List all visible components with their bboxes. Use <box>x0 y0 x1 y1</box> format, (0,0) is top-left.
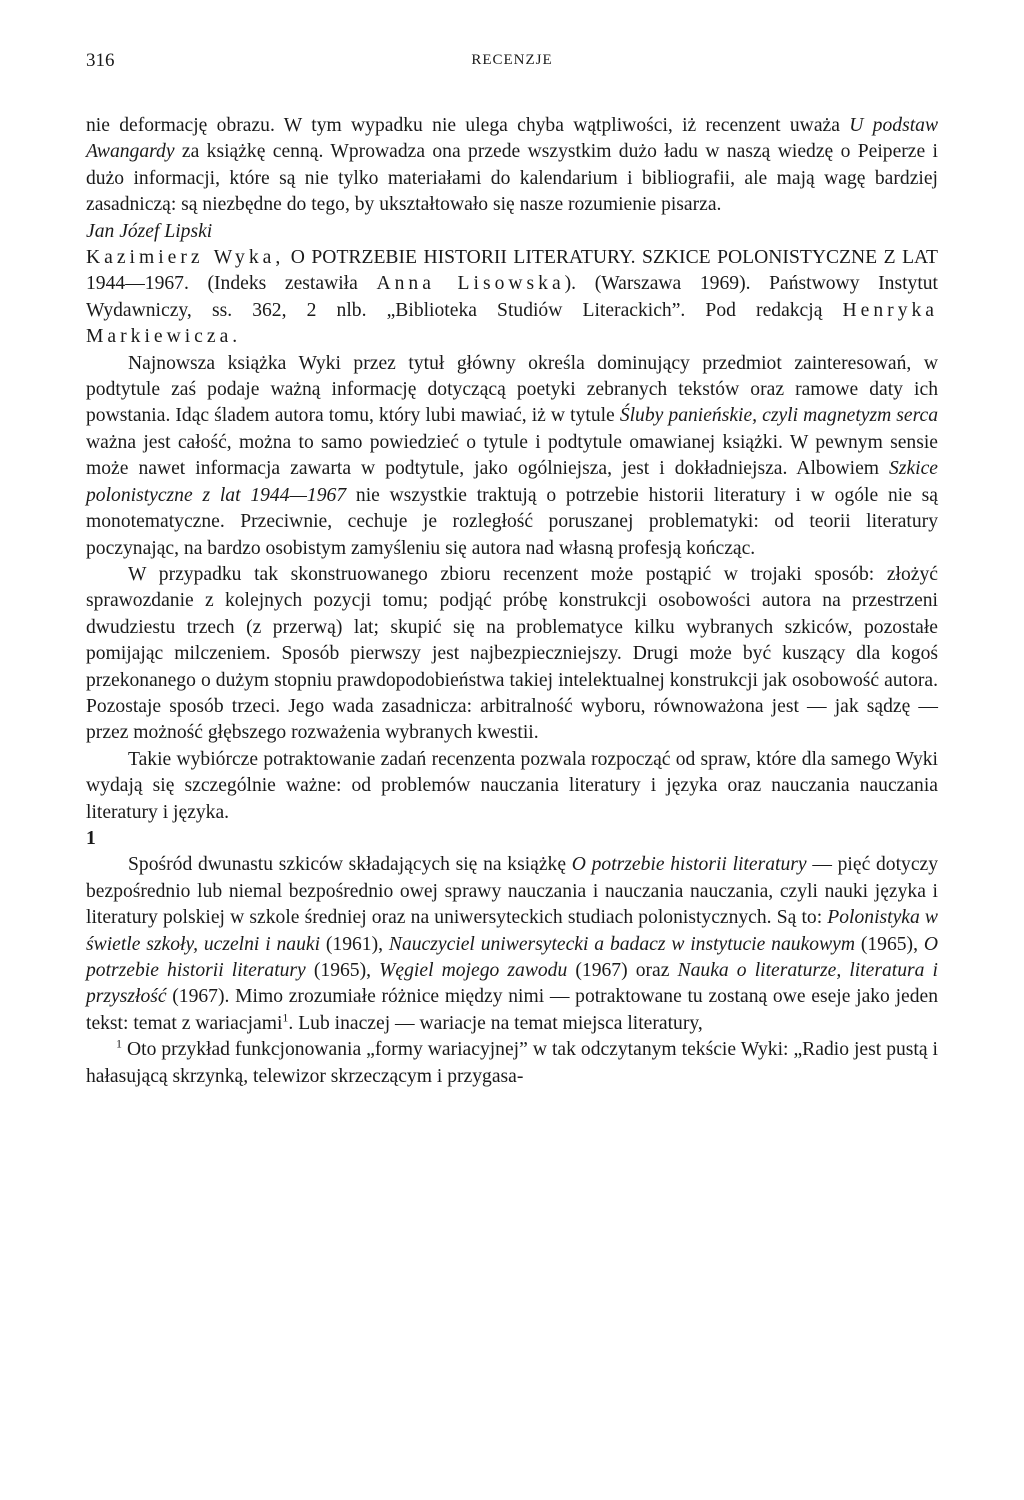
body-paragraph: W przypadku tak skonstruowanego zbioru recenzent może postąpić w trojaki sposób: złożyć sprawozdanie z kolejnych pozycji tomu; podjąć próbę konstrukcji osobowości autora na przestrzeni dwudziestu trzech (z przerwą) lat; skupić się na problematyce kilku wybranych szkiców, pozostałe pomijając milczeniem. Sposób pierwszy jest najbezpieczniejszy. Drugi może być kuszący dla kogoś przekonanego o dużym stopniu prawdopodobieństwa takiej intelektualnej konstrukcji jak osobowość autora. Pozostaje sposób trzeci. Jego wada zasadnicza: arbitralność wyboru, równoważona jest — jak sądzę — przez możność głębszego rozważenia wybranych kwestii. <box>86 563 938 744</box>
bibliographic-entry <box>86 245 938 351</box>
running-title: RECENZJE <box>471 52 553 68</box>
book-editor: Henryka Markiewicza. <box>86 299 938 348</box>
text-run: (1967). Mimo zrozumiałe różnice między nimi — potraktowane tu zostaną owe eseje jako jeden tekst: temat z wariacjami <box>86 986 938 1034</box>
italic-title: O potrzebie historii literatury <box>571 854 807 876</box>
text-run: Spośród dwunastu szkiców składających się na książkę <box>128 854 572 876</box>
book-author: Kazimierz Wyka, <box>86 247 285 269</box>
italic-title: Nauczyciel uniwersytecki a badacz w instytucie naukowym <box>388 933 855 955</box>
section-number: 1 <box>86 827 96 849</box>
continued-paragraph <box>86 113 938 219</box>
italic-title: Szkice polonistyczne z lat 1944—1967 <box>86 458 938 506</box>
footnote <box>86 1037 938 1090</box>
footnote-text: Oto przykład funkcjonowania „formy wariacyjnej” w tak odczytanym tekście Wyki: „Radio jest pustą i hałasującą skrzynką, telewizor skrzeczącym i przygasa- <box>86 1039 938 1087</box>
page-header <box>86 50 938 80</box>
text-run: ). (Warszawa 1969). Państwowy Instytut Wydawniczy, ss. 362, 2 nlb. „Biblioteka Studiów Literackich”. Pod redakcją <box>86 273 938 321</box>
body-paragraph <box>86 351 938 562</box>
text-run: ważna jest całość, można to samo powiedzieć o tytule i podtytule omawianej książki. W pewnym sensie może nawet informacja zawarta w podtytule, jako ogólniejsza, jest i dokładniejsza. Albowiem <box>86 431 938 480</box>
text-run: . Lub inaczej — wariacje na temat miejsca literatury, <box>288 1012 703 1034</box>
footnote-marker: 1 <box>116 1036 122 1051</box>
page-body <box>86 113 938 1090</box>
italic-title: Węgiel mojego zawodu <box>379 960 568 981</box>
italic-title: Śluby panieńskie, czyli magnetyzm serca <box>619 405 938 427</box>
text-run: — pięć dotyczy bezpośrednio lub niemal bezpośrednio owej sprawy nauczania i nauczania nauczania, czyli nauki języka i literatury polskiej w szkole średniej oraz na uniwersyteckich studiach polonistycznych. Są to: <box>86 854 939 929</box>
text-run: nie deformację obrazu. W tym wypadku nie ulega chyba wątpliwości, iż recenzent uważa <box>86 115 850 136</box>
italic-title: Nauka o literaturze, literatura i przyszłość <box>86 960 938 1008</box>
text-run: Najnowsza książka Wyki przez tytuł główny określa dominujący przedmiot zainteresowań, w podtytule zaś podaje ważną informację dotyczącą poetyki zebranych tekstów oraz ramowe daty ich powstania. Idąc śladem autora tomu, który lubi mawiać, iż w tytule <box>86 352 938 427</box>
page-number: 316 <box>86 50 115 71</box>
text-run: (1965), <box>854 933 924 955</box>
text-run: (1965), <box>305 960 380 981</box>
italic-title: O potrzebie historii literatury <box>86 933 938 981</box>
text-run: O POTRZEBIE HISTORII LITERATURY. SZKICE POLONISTYCZNE Z LAT 1944—1967. (Indeks zestawiła <box>86 247 938 295</box>
text-run: za książkę cenną. Wprowadza ona przede wszystkim dużo ładu w naszą wiedzę o Peiperze i dużo informacji, które są nie tylko materiałami do kalendarium i bibliografii, ale mają wagę bardziej zasadniczą: są niezbędne do tego, by ukształtowało się nasze rozumienie pisarza. <box>86 141 938 216</box>
review-signature: Jan Józef Lipski <box>86 220 213 242</box>
text-run: (1961), <box>320 933 389 955</box>
italic-title: Polonistyka w świetle szkoły, uczelni i nauki <box>86 907 938 955</box>
index-compiler: Anna Lisowska <box>376 273 565 295</box>
text-run: nie wszystkie traktują o potrzebie historii literatury i w ogóle nie są monotematyczne. Przeciwnie, cechuje je rozległość poruszanej problematyki: od teorii literatury poczynając, na bardzo osobistym zamyśleniu się autora nad własną profesją kończąc. <box>86 484 938 559</box>
body-paragraph: Takie wybiórcze potraktowanie zadań recenzenta pozwala rozpocząć od spraw, które dla samego Wyki wydają się szczególnie ważne: od problemów nauczania literatury i języka oraz nauczania nauczania literatury i języka. <box>86 748 938 823</box>
footnote-reference: 1 <box>282 1010 289 1025</box>
italic-title: U podstaw Awangardy <box>86 115 939 163</box>
body-paragraph <box>86 852 938 1037</box>
text-run: (1967) oraz <box>567 960 678 981</box>
